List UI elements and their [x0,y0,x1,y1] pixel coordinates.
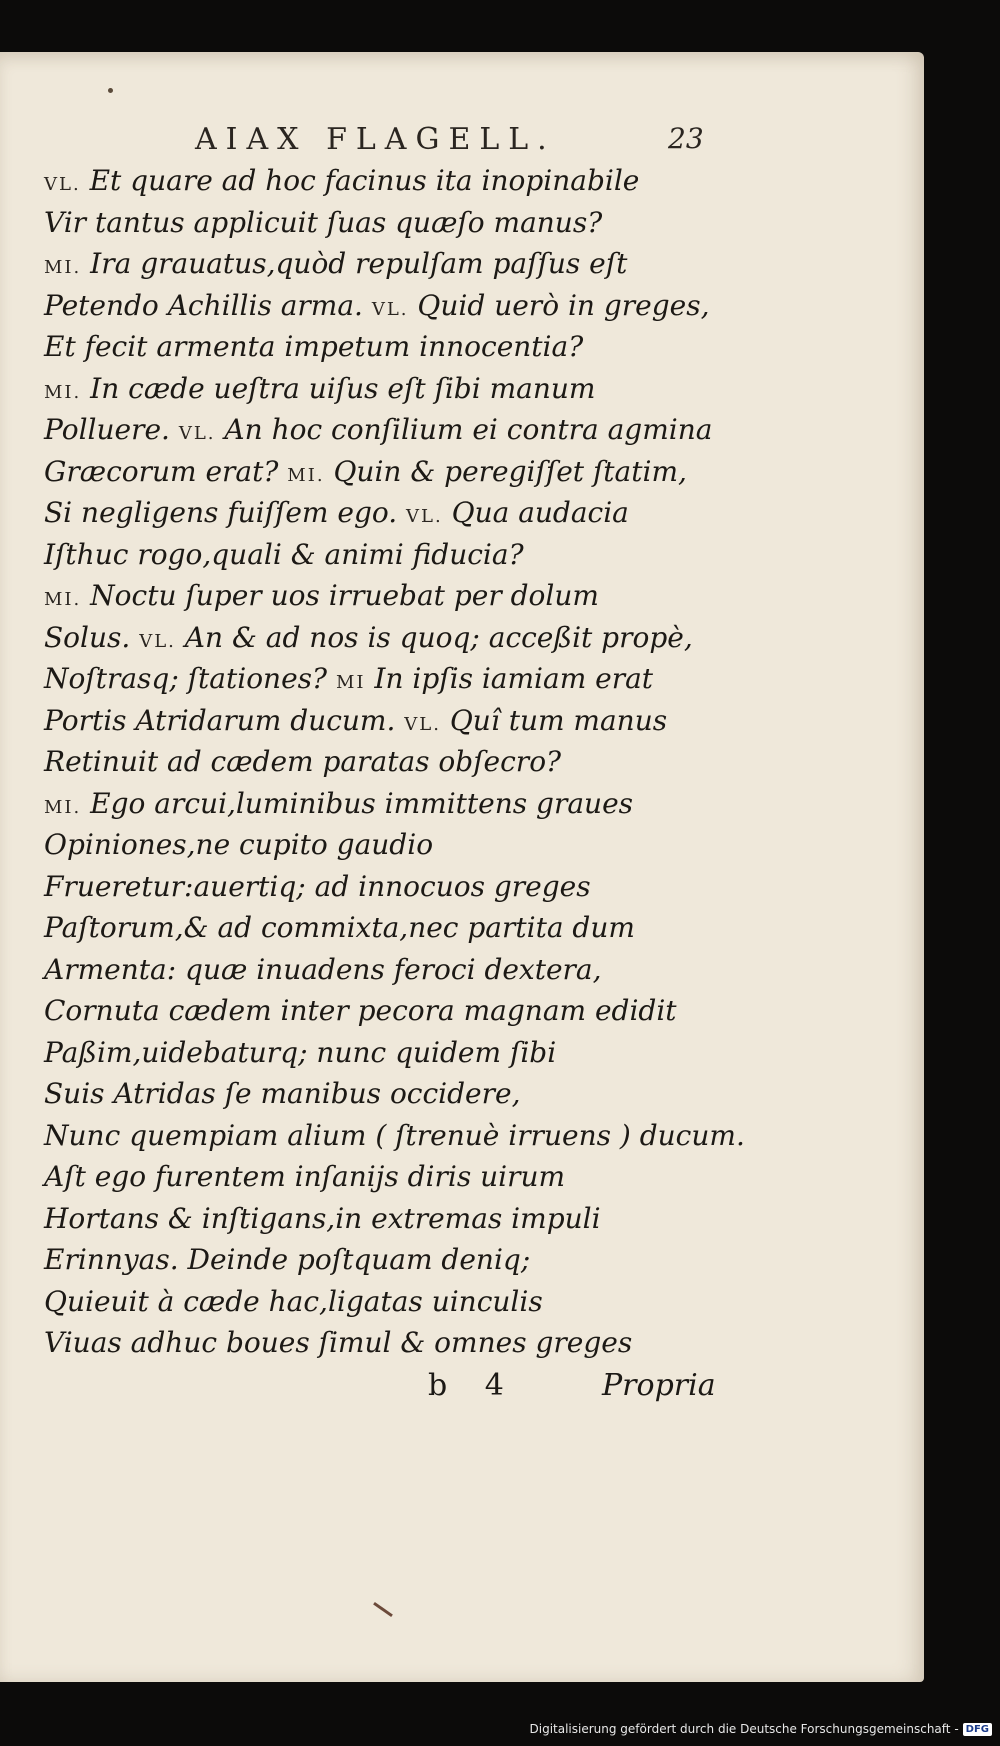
line-text: Iſthuc rogo,quali & animi fiducia? [44,537,524,571]
dfg-logo: DFG [963,1723,992,1736]
line-text: Quî tum manus [440,703,668,737]
line-text: Paſtorum,& ad commixta,nec partita dum [44,911,635,944]
line-text: An hoc conſilium ei contra agmina [215,413,713,446]
line-text: Opiniones,ne cupito gaudio [44,828,434,861]
line-text: Græcorum erat? [44,454,288,488]
line-text: An & ad nos is quoq; acceßit propè, [175,620,693,654]
verse-line [44,741,684,783]
verse-line [44,368,684,410]
speaker-label: MI. [44,257,82,278]
paper-blemish [373,1602,393,1617]
line-text: Si negligens fuiſſem ego. [44,496,407,529]
verse-line [44,160,684,202]
line-text: Noctu ſuper uos irruebat per dolum [81,579,599,612]
verse-line [44,409,713,451]
verse-line [44,492,684,534]
line-text: Hortans & inſtigans,in extremas impuli [44,1201,601,1235]
speaker-label: MI [335,672,366,693]
line-text: Petendo Achillis arma. [44,288,372,322]
verse-line [44,1073,684,1115]
speaker-label: VL. [139,630,176,652]
verse-line [44,575,684,617]
ink-speck [108,88,113,93]
verse-line [44,1239,684,1281]
line-text: Polluere. [44,413,179,446]
digitization-footer [530,1722,993,1736]
speaker-label: VL. [44,174,81,195]
line-text: Cornuta cædem inter pecora magnam edidit [44,994,677,1027]
verse-line [44,451,687,493]
line-text: In cæde ueſtra uiſus eſt ſibi manum [81,371,596,405]
line-text: Erinnyas. Deinde poſtquam deniq; [44,1243,531,1276]
funding-credit: Digitalisierung gefördert durch die Deutsche Forschungsgemeinschaft - [529,1722,959,1736]
verse-line [44,866,684,908]
verse-line [44,617,693,659]
line-text: Aſt ego furentem inſanijs diris uirum [44,1160,566,1193]
verse-line [44,1032,684,1074]
verse-line [44,907,684,949]
speaker-label: VL. [406,506,443,527]
line-text: Vir tantus applicuit ſuas quæſo manus? [44,205,603,239]
speaker-label: MI. [44,589,82,610]
verse-line [44,658,684,700]
line-text: Ego arcui,luminibus immittens graues [81,786,634,820]
verse-line [44,949,684,991]
speaker-label: MI. [44,796,82,818]
line-text: In ipſis iamiam erat [365,662,654,695]
line-text: Noſtrasq; ſtationes? [44,662,336,695]
verse-line [44,243,684,285]
line-text: Quieuit à cæde hac,ligatas uinculis [44,1284,543,1318]
line-text: Armenta: quæ inuadens feroci dextera, [44,952,602,986]
line-text: Frueretur:auertiq; ad innocuos greges [44,869,591,903]
line-text: Nunc quempiam alium ( ſtrenuè irruens ) ducum. [44,1118,745,1152]
page-number: 23 [668,122,704,155]
verse-line [44,783,684,825]
speaker-label: VL. [178,423,216,444]
verse-line [44,285,710,327]
verse-line [44,700,684,742]
verse-line [44,1156,684,1198]
line-text: Paßim,uidebaturq; nunc quidem ſibi [44,1035,557,1069]
verse-line [44,534,684,576]
speaker-label: MI. [287,464,325,486]
running-title: AIAX FLAGELL. [195,122,556,157]
verse-line [44,824,684,866]
line-text: Retinuit ad cædem paratas obſecro? [44,745,562,778]
line-text: Et fecit armenta impetum innocentia? [44,330,584,363]
line-text: Portis Atridarum ducum. [44,703,405,737]
line-text: Solus. [44,620,140,654]
catchword: Propria [602,1368,716,1403]
line-text: Qua audacia [442,496,629,529]
line-text: Suis Atridas ſe manibus occidere, [44,1077,521,1110]
book-page [0,52,924,1682]
speaker-label: VL. [371,298,409,320]
verse-line [44,990,684,1032]
verse-line [44,1281,684,1323]
verse-line [44,1322,684,1364]
verse-line [44,326,684,368]
verse-line [44,202,684,244]
line-text: Et quare ad hoc facinus ita inopinabile [80,164,640,197]
speaker-label: MI. [44,381,82,403]
line-text: Ira grauatus,quòd repulſam paſſus eſt [81,247,628,280]
speaker-label: VL. [404,713,441,735]
verse-line [44,1198,684,1240]
verse-line [44,1115,745,1157]
line-text: Viuas adhuc boues ſimul & omnes greges [44,1326,633,1359]
line-text: Quid uerò in greges, [408,288,710,322]
signature-mark: b 4 [428,1368,518,1403]
verse-text [44,160,745,1364]
line-text: Quin & peregiſſet ſtatim, [324,454,687,488]
